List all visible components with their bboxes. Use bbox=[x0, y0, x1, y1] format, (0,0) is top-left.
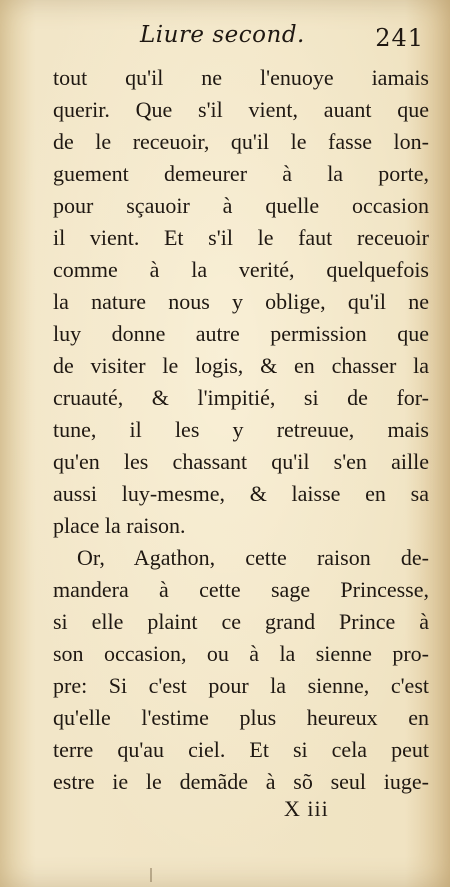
text-line: luy donne autre permission que bbox=[53, 321, 429, 346]
text-line: querir. Que s'il vient, auant que bbox=[53, 97, 429, 122]
text-line: si elle plaint ce grand Prince à bbox=[53, 609, 429, 634]
text-line: son occasion, ou à la sienne pro- bbox=[53, 641, 429, 666]
text-line: de visiter le logis, & en chasser la bbox=[53, 353, 429, 378]
text-line: qu'en les chassant qu'il s'en aille bbox=[53, 449, 429, 474]
body-text bbox=[53, 62, 429, 798]
text-line: estre ie le demãde à sõ seul iuge- bbox=[53, 769, 429, 794]
page-header bbox=[52, 20, 432, 54]
text-line: tune, il les y retreuue, mais bbox=[53, 417, 429, 442]
text-line: qu'elle l'estime plus heureux en bbox=[53, 705, 429, 730]
text-line: guement demeurer à la porte, bbox=[53, 161, 429, 186]
page-number: 241 bbox=[375, 24, 424, 52]
signature-mark: X iii bbox=[284, 796, 329, 821]
text-line: terre qu'au ciel. Et si cela peut bbox=[53, 737, 429, 762]
text-line: tout qu'il ne l'enuoye iamais bbox=[53, 65, 429, 90]
text-line: Or, Agathon, cette raison de- bbox=[77, 545, 429, 570]
text-line: place la raison. bbox=[53, 513, 186, 538]
binding-mark bbox=[150, 868, 152, 882]
text-line: la nature nous y oblige, qu'il ne bbox=[53, 289, 429, 314]
text-line: il vient. Et s'il le faut receuoir bbox=[53, 225, 429, 250]
running-head: Liure second. bbox=[140, 22, 305, 48]
text-line: pour sçauoir à quelle occasion bbox=[53, 193, 429, 218]
text-line: de le receuoir, qu'il le fasse lon- bbox=[53, 129, 429, 154]
text-line: aussi luy-mesme, & laisse en sa bbox=[53, 481, 429, 506]
text-line: mandera à cette sage Princesse, bbox=[53, 577, 429, 602]
text-line: cruauté, & l'impitié, si de for- bbox=[53, 385, 429, 410]
text-line: pre: Si c'est pour la sienne, c'est bbox=[53, 673, 429, 698]
text-line: comme à la verité, quelquefois bbox=[53, 257, 429, 282]
